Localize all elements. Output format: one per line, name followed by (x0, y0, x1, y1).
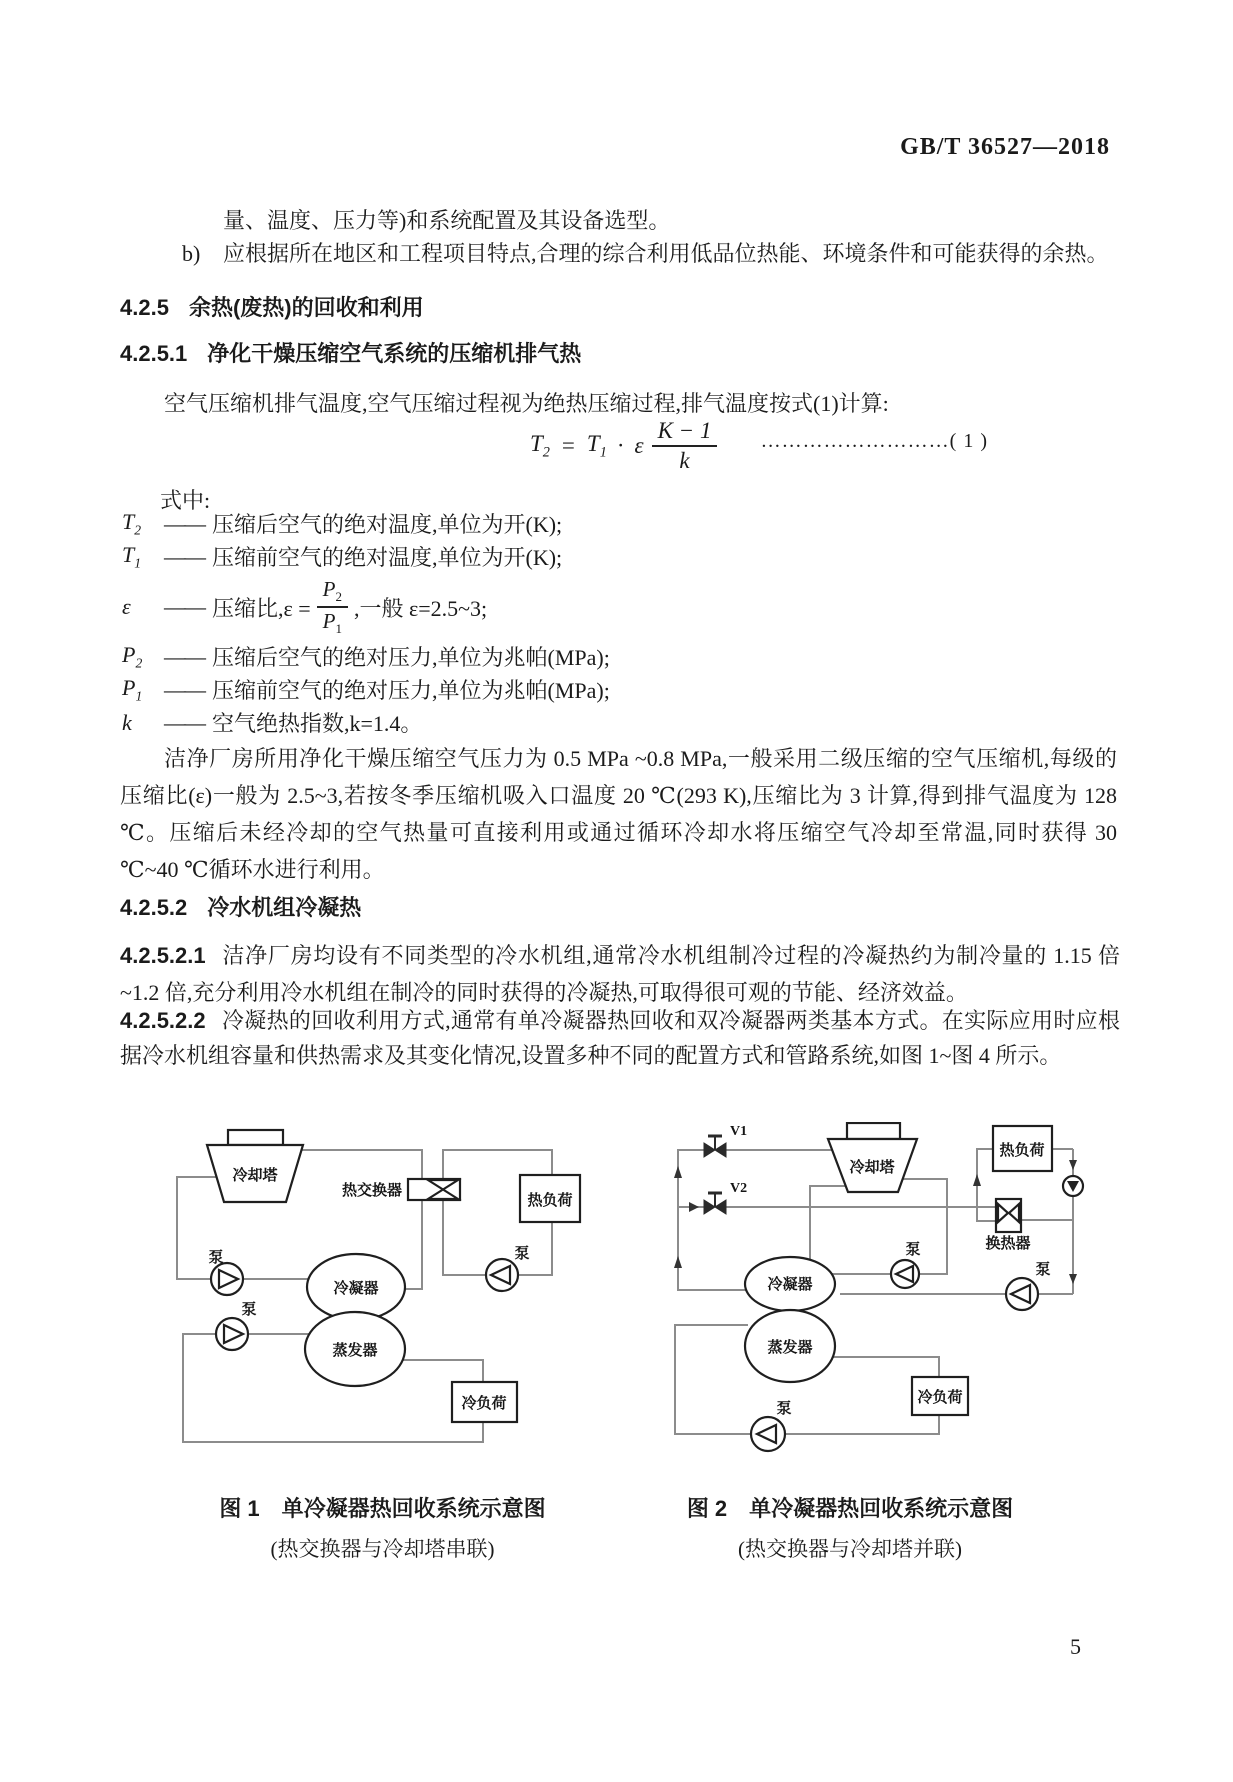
valve-v2-icon (715, 1200, 726, 1214)
paragraph-text: 冷凝热的回收利用方式,通常有单冷凝器热回收和双冷凝器两类基本方式。在实际应用时应根据冷水机组容量和供热需求及其变化情况,设置多种不同的配置方式和管路系统,如图 1~图 4 所示。 (120, 1008, 1120, 1068)
symbol: $T_2$ (122, 508, 142, 538)
heat-load-label: 热负荷 (999, 1143, 1045, 1159)
cooling-tower-top (228, 1130, 283, 1145)
condenser-label: 冷凝器 (333, 1281, 379, 1297)
heat-exchanger-label: 热交换器 (341, 1183, 402, 1199)
definition-text: 压缩比,ε = $\frac{P_2}{P_1}$ ,一般 ε=2.5~3; (212, 577, 488, 637)
condenser-label: 冷凝器 (767, 1277, 813, 1293)
heading-number: 4.2.5.1 (120, 341, 188, 366)
heading-4-2-5 (120, 291, 424, 322)
paragraph-number: 4.2.5.2.1 (120, 943, 206, 968)
standard-number: GB/T 36527—2018 (900, 134, 1110, 160)
list-item-b-marker: b) (182, 241, 201, 266)
figure-2-caption: 图 2 单冷凝器热回收系统示意图 (686, 1496, 1014, 1521)
definition-text: 压缩后空气的绝对压力,单位为兆帕(MPa); (212, 645, 610, 670)
definition-dash: —— (164, 510, 204, 536)
evaporator-label: 蒸发器 (767, 1340, 813, 1356)
definition-row-k (122, 707, 1122, 738)
symbol: k (122, 709, 132, 735)
equation-index: ( 1 ) (949, 430, 988, 452)
pump-label: 泵 (514, 1246, 530, 1262)
pressure-ratio-fraction: $\frac{P_2}{P_1}$ (317, 577, 348, 637)
equals-sign: = (561, 433, 575, 459)
list-item-b-text: 应根据所在地区和工程项目特点,合理的综合利用低品位热能、环境条件和可能获得的余热。 (223, 241, 1109, 266)
definition-row-t2 (122, 508, 1122, 539)
heading-4-2-5-2 (120, 891, 361, 922)
definition-dash: —— (164, 676, 204, 702)
definition-row-t1 (122, 541, 1122, 572)
heading-number: 4.2.5.2 (120, 895, 188, 920)
equation-t1: $T_1$ (586, 431, 607, 461)
heat-load-label: 热负荷 (527, 1193, 573, 1209)
definition-dash: —— (164, 709, 204, 735)
paragraph-text: 洁净厂房均设有不同类型的冷水机组,通常冷水机组制冷过程的冷凝热约为制冷量的 1.15 倍~1.2 倍,充分利用冷水机组在制冷的同时获得的冷凝热,可取得很可观的节能、经济效益。 (120, 943, 1120, 1005)
definition-dash: —— (164, 543, 204, 569)
heading-number: 4.2.5 (120, 295, 169, 320)
valve-v1-label: V1 (730, 1124, 748, 1139)
symbol: $P_2$ (122, 641, 143, 671)
definition-text: 压缩后空气的绝对温度,单位为开(K); (212, 512, 563, 537)
heading-title: 净化干燥压缩空气系统的压缩机排气热 (207, 341, 582, 366)
paragraph-compressed-air: 洁净厂房所用净化干燥压缩空气压力为 0.5 MPa ~0.8 MPa,一般采用二级压缩的空气压缩机,每级的压缩比(ε)一般为 2.5~3,若按冬季压缩机吸入口温度 20 ℃(293 K),压缩比为 3 计算,得到排气温度为 128 ℃。压缩后未经冷却的空气热量可直接利用或通过循环冷却水将压缩空气冷却至常温,同时获得 30 ℃~40 ℃循环水进行利用。 (120, 746, 1117, 882)
figure-1-subcaption: (热交换器与冷却塔串联) (270, 1537, 495, 1561)
epsilon-symbol: ε (634, 433, 644, 459)
equation-1 (530, 418, 717, 475)
definition-row-p1 (122, 674, 1122, 705)
paragraph-number: 4.2.5.2.2 (120, 1008, 206, 1033)
flow-arrow-down (1069, 1160, 1077, 1170)
evaporator-label: 蒸发器 (332, 1343, 378, 1359)
figure-1-caption: 图 1 单冷凝器热回收系统示意图 (219, 1496, 546, 1521)
formula-intro-paragraph: 空气压缩机排气温度,空气压缩过程视为绝热压缩过程,排气温度按式(1)计算: (164, 391, 889, 416)
definition-text: 压缩前空气的绝对温度,单位为开(K); (212, 545, 563, 570)
heading-title: 余热(废热)的回收和利用 (188, 295, 424, 320)
equation-number (761, 430, 988, 453)
pump-label: 泵 (776, 1401, 792, 1417)
symbol: $T_1$ (122, 541, 142, 571)
heat-exchanger-label: 换热器 (985, 1236, 1031, 1252)
definition-row-epsilon (122, 577, 1122, 637)
equation-lhs: $T_2$ (530, 431, 550, 461)
definition-text: 压缩前空气的绝对压力,单位为兆帕(MPa); (212, 678, 610, 703)
pump-label: 泵 (905, 1242, 921, 1258)
cooling-tower-label: 冷却塔 (232, 1168, 278, 1184)
paragraph-4-2-5-2-2 (120, 1003, 1120, 1073)
heading-title: 冷水机组冷凝热 (207, 895, 362, 920)
multiplication-dot: · (616, 433, 625, 459)
cooling-load-label: 冷负荷 (917, 1390, 963, 1406)
page-number: 5 (1070, 1634, 1081, 1659)
pump-label: 泵 (208, 1250, 224, 1266)
list-item-a-continuation: 量、温度、压力等)和系统配置及其设备选型。 (223, 208, 671, 233)
cooling-tower-top (847, 1123, 900, 1139)
symbol: $P_1$ (122, 674, 143, 704)
figure-2-subcaption: (热交换器与冷却塔并联) (738, 1537, 962, 1561)
flow-arrow-down (1069, 1274, 1077, 1284)
flow-arrow-up (973, 1174, 981, 1186)
symbol: ε (122, 594, 131, 620)
valve-v2-label: V2 (730, 1181, 748, 1196)
flow-arrow-right (689, 1202, 699, 1212)
flow-arrow-up (674, 1256, 682, 1268)
definition-text: 空气绝热指数,k=1.4。 (212, 711, 423, 736)
paragraph-4-2-5-2-1 (120, 937, 1120, 1011)
exponent-fraction: $\frac{K - 1}{k}$ (652, 418, 718, 475)
pump-label: 泵 (1035, 1262, 1051, 1278)
definition-row-p2 (122, 641, 1122, 672)
dotted-leader: ……………………… (760, 430, 950, 452)
cooling-load-label: 冷负荷 (461, 1396, 507, 1412)
definition-dash: —— (164, 594, 204, 620)
definition-dash: —— (164, 643, 204, 669)
figure-1-diagram (150, 1122, 595, 1457)
cooling-tower-label: 冷却塔 (849, 1160, 895, 1176)
valve-v1-icon (704, 1143, 715, 1157)
figure-2-diagram (600, 1122, 1160, 1457)
heading-4-2-5-1 (120, 337, 581, 368)
figure-2-valves (704, 1136, 726, 1214)
pump-label: 泵 (241, 1302, 257, 1318)
valve-v1-icon (715, 1143, 726, 1157)
where-label: 式中: (160, 488, 211, 513)
valve-v2-icon (704, 1200, 715, 1214)
flow-arrow-up (674, 1166, 682, 1178)
